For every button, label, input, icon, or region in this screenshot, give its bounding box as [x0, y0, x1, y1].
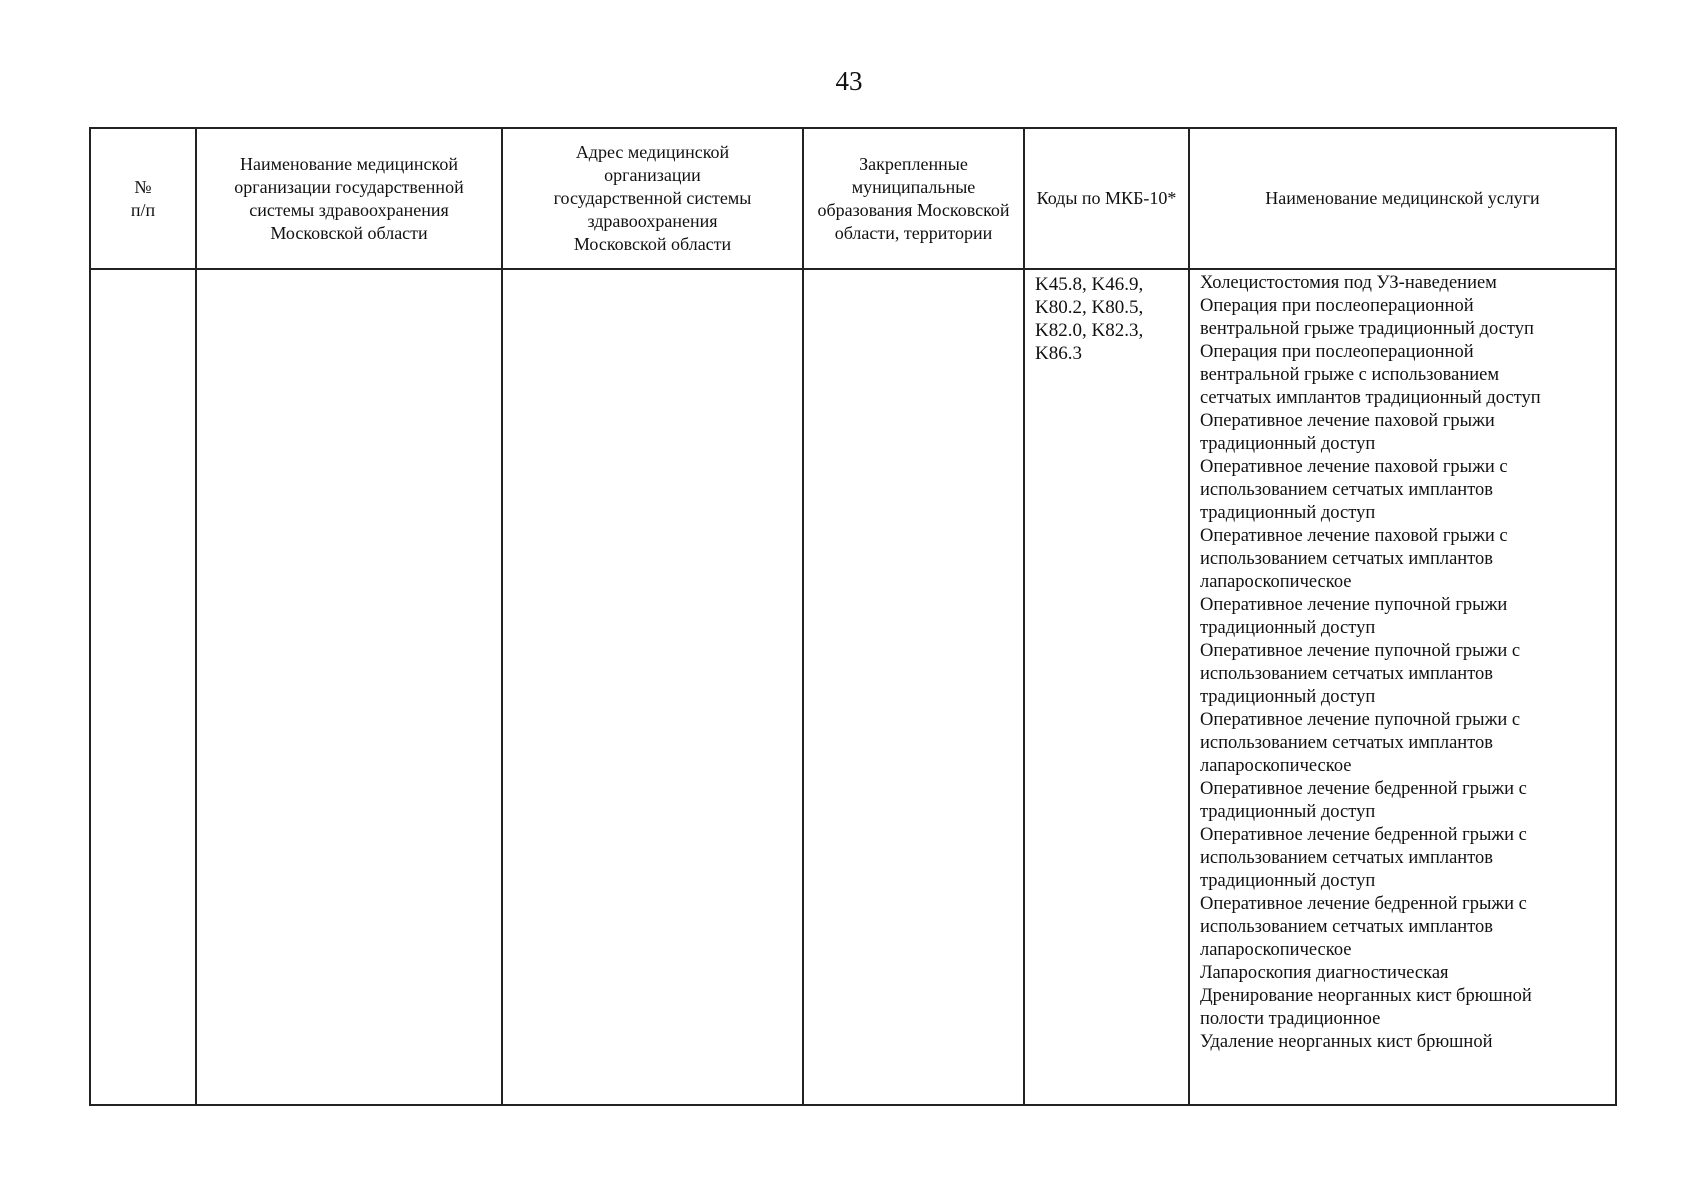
header-number: № п/п [90, 128, 196, 269]
list-item: Холецистостомия под УЗ-наведением [1200, 273, 1497, 293]
list-item: Оперативное лечение пупочной грыжи с использованием сетчатых имплантов традиционный доступ [1200, 641, 1521, 707]
list-item: Оперативное лечение паховой грыжи с использованием сетчатых имплантов традиционный доступ [1200, 457, 1508, 523]
header-address: Адрес медицинской организации государственной системы здравоохранения Московской области [502, 128, 803, 269]
list-item: Операция при послеоперационной вентральной грыже традиционный доступ [1200, 296, 1534, 339]
list-item: Оперативное лечение пупочной грыжи с использованием сетчатых имплантов лапароскопическое [1200, 710, 1521, 776]
services-table [89, 127, 1617, 1106]
list-item: Оперативное лечение паховой грыжи с использованием сетчатых имплантов лапароскопическое [1200, 526, 1508, 592]
list-item: Лапароскопия диагностическая [1200, 963, 1449, 983]
list-item: Дренирование неорганных кист брюшной полости традиционное [1200, 986, 1532, 1029]
icd-codes-text: K45.8, K46.9, K80.2, K80.5, K82.0, K82.3, K86.3 [1035, 274, 1144, 364]
cell-icd-codes [1024, 269, 1189, 1105]
header-organization: Наименование медицинской организации государственной системы здравоохранения Московской области [196, 128, 502, 269]
list-item: Операция при послеоперационной вентральной грыже с использованием сетчатых имплантов традиционный доступ [1200, 342, 1541, 408]
header-icd-codes: Коды по МКБ-10* [1024, 128, 1189, 269]
list-item: Оперативное лечение пупочной грыжи традиционный доступ [1200, 595, 1508, 638]
table-header-row [90, 128, 1616, 269]
list-item: Оперативное лечение бедренной грыжи с традиционный доступ [1200, 779, 1527, 822]
cell-territories [803, 269, 1024, 1105]
cell-address [502, 269, 803, 1105]
list-item: Оперативное лечение бедренной грыжи с использованием сетчатых имплантов лапароскопическое [1200, 894, 1527, 960]
cell-organization [196, 269, 502, 1105]
header-service-name: Наименование медицинской услуги [1189, 128, 1616, 269]
table-row [90, 269, 1616, 1105]
header-territories: Закрепленные муниципальные образования Московской области, территории [803, 128, 1024, 269]
cell-number [90, 269, 196, 1105]
page-number: 43 [835, 66, 863, 96]
list-item: Удаление неорганных кист брюшной [1200, 1032, 1493, 1052]
services-list [1190, 270, 1615, 1098]
cell-services [1189, 269, 1616, 1105]
list-item: Оперативное лечение бедренной грыжи с использованием сетчатых имплантов традиционный доступ [1200, 825, 1527, 891]
list-item: Оперативное лечение паховой грыжи традиционный доступ [1200, 411, 1495, 454]
